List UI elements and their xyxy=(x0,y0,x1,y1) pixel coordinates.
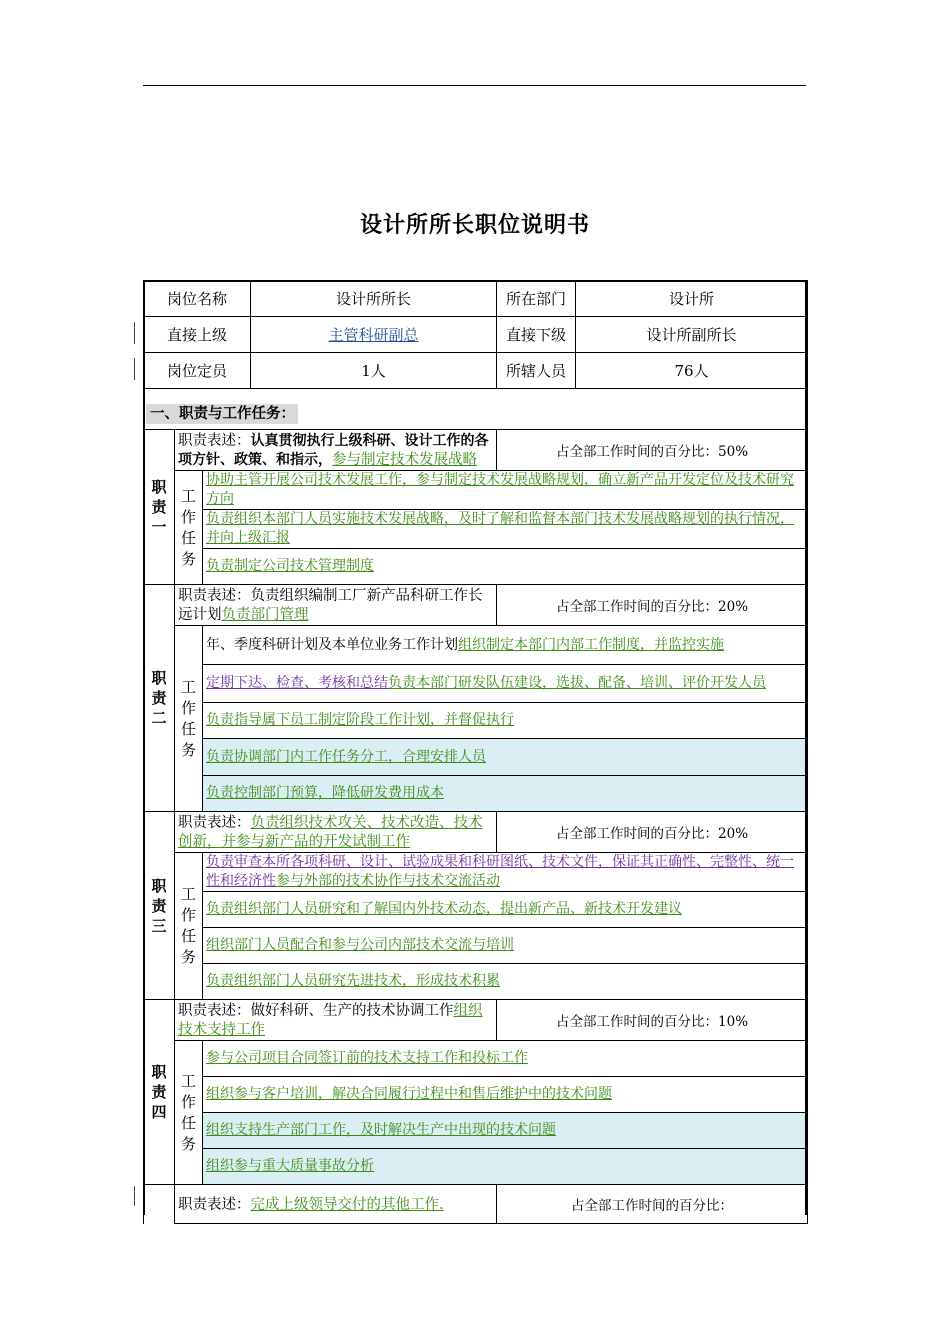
duty4-task-label: 工作任务 xyxy=(175,1041,203,1185)
duty3-task-row xyxy=(144,853,808,892)
duty2-task-row xyxy=(144,703,808,739)
label-direct-superior: 直接上级 xyxy=(144,317,251,353)
duty4-task-row xyxy=(144,1113,808,1149)
margin-mark xyxy=(134,322,135,344)
duty1-task-label: 工作任务 xyxy=(175,471,203,585)
duty3-task-3: 组织部门人员配合和参与公司内部技术交流与培训 xyxy=(203,928,808,964)
row-position xyxy=(144,281,808,317)
duty1-label: 职责一 xyxy=(144,430,175,585)
label-headcount: 岗位定员 xyxy=(144,353,251,389)
duty1-desc-row xyxy=(144,430,808,471)
row-reporting xyxy=(144,317,808,353)
section-title: 一、职责与工作任务： xyxy=(146,404,298,424)
duty4-task-row xyxy=(144,1149,808,1185)
value-department: 设计所 xyxy=(576,281,808,317)
section-cell xyxy=(144,389,808,430)
duty5-label xyxy=(144,1185,175,1224)
duty2-label: 职责二 xyxy=(144,585,175,812)
job-description-table xyxy=(143,280,807,1224)
duty1-task-2: 负责组织本部门人员实施技术发展战略，及时了解和监督本部门技术发展战略规划的执行情况，并向上级汇报 xyxy=(203,510,808,549)
duty2-task-row xyxy=(144,626,808,665)
duty2-task-3: 负责指导属下员工制定阶段工作计划，并督促执行 xyxy=(203,703,808,739)
duty4-desc-row xyxy=(144,1000,808,1041)
duty2-task-4: 负责协调部门内工作任务分工，合理安排人员 xyxy=(203,739,808,776)
row-staffing xyxy=(144,353,808,389)
duty4-task-row xyxy=(144,1041,808,1077)
duty3-pct: 占全部工作时间的百分比：20% xyxy=(497,812,808,853)
duty1-task-row xyxy=(144,510,808,549)
duty4-task-1: 参与公司项目合同签订前的技术支持工作和投标工作 xyxy=(203,1041,808,1077)
duty2-pct: 占全部工作时间的百分比：20% xyxy=(497,585,808,626)
value-managed-staff: 76人 xyxy=(576,353,808,389)
duty2-task-1: 年、季度科研计划及本单位业务工作计划组织制定本部门内部工作制度，并监控实施 xyxy=(203,626,808,665)
label-position-name: 岗位名称 xyxy=(144,281,251,317)
duty3-task-2: 负责组织部门人员研究和了解国内外技术动态，提出新产品、新技术开发建议 xyxy=(203,892,808,928)
duty1-task-3: 负责制定公司技术管理制度 xyxy=(203,549,808,585)
margin-mark xyxy=(134,1186,135,1206)
duty4-label: 职责四 xyxy=(144,1000,175,1185)
duty5-desc: 职责表述：完成上级领导交付的其他工作. xyxy=(175,1185,497,1224)
duty3-task-row xyxy=(144,928,808,964)
value-direct-subordinate: 设计所副所长 xyxy=(576,317,808,353)
direct-superior-link[interactable]: 主管科研副总 xyxy=(328,326,419,344)
duty5-desc-row xyxy=(144,1185,808,1224)
label-department: 所在部门 xyxy=(497,281,576,317)
duty3-task-row xyxy=(144,964,808,1000)
duty3-task-row xyxy=(144,892,808,928)
duty2-desc: 职责表述：负责组织编制工厂新产品科研工作长远计划负责部门管理 xyxy=(175,585,497,626)
duty4-desc: 职责表述：做好科研、生产的技术协调工作组织技术支持工作 xyxy=(175,1000,497,1041)
duty3-label: 职责三 xyxy=(144,812,175,1000)
duty2-task-row xyxy=(144,665,808,703)
label-managed-staff: 所辖人员 xyxy=(497,353,576,389)
duty3-desc: 职责表述：负责组织技术攻关、技术改造、技术创新，并参与新产品的开发试制工作 xyxy=(175,812,497,853)
duty3-task-1: 负责审查本所各项科研、设计、试验成果和科研图纸、技术文件，保证其正确性、完整性、统一性和经济性参与外部的技术协作与技术交流活动 xyxy=(203,853,808,892)
duty4-task-4: 组织参与重大质量事故分析 xyxy=(203,1149,808,1185)
document-title: 设计所所长职位说明书 xyxy=(359,213,590,238)
duty1-task-row xyxy=(144,549,808,585)
duty2-task-5: 负责控制部门预算，降低研发费用成本 xyxy=(203,776,808,812)
duty4-task-3: 组织支持生产部门工作，及时解决生产中出现的技术问题 xyxy=(203,1113,808,1149)
section-row xyxy=(144,389,808,430)
duty1-task-row xyxy=(144,471,808,510)
duty3-task-label: 工作任务 xyxy=(175,853,203,1000)
value-direct-superior-cell xyxy=(251,317,497,353)
duty1-pct: 占全部工作时间的百分比：50% xyxy=(497,430,808,471)
label-direct-subordinate: 直接下级 xyxy=(497,317,576,353)
duty1-desc: 职责表述：认真贯彻执行上级科研、设计工作的各项方针、政策、和指示，参与制定技术发展战略 xyxy=(175,430,497,471)
duty5-pct: 占全部工作时间的百分比： xyxy=(497,1185,808,1224)
margin-mark xyxy=(134,358,135,380)
value-headcount: 1人 xyxy=(251,353,497,389)
duty3-desc-row xyxy=(144,812,808,853)
value-position-name: 设计所所长 xyxy=(251,281,497,317)
duty2-desc-row xyxy=(144,585,808,626)
duty4-task-row xyxy=(144,1077,808,1113)
duty2-task-label: 工作任务 xyxy=(175,626,203,812)
duty1-task-1: 协助主管开展公司技术发展工作，参与制定技术发展战略规划，确立新产品开发定位及技术研究方向 xyxy=(203,471,808,510)
duty2-task-row xyxy=(144,739,808,776)
duty4-pct: 占全部工作时间的百分比：10% xyxy=(497,1000,808,1041)
duty2-task-row xyxy=(144,776,808,812)
duty3-task-4: 负责组织部门人员研究先进技术，形成技术积累 xyxy=(203,964,808,1000)
duty4-task-2: 组织参与客户培训，解决合同履行过程中和售后维护中的技术问题 xyxy=(203,1077,808,1113)
header-rule xyxy=(143,85,806,86)
duty2-task-2: 定期下达、检查、考核和总结负责本部门研发队伍建设，选拔、配备、培训、评价开发人员 xyxy=(203,665,808,703)
